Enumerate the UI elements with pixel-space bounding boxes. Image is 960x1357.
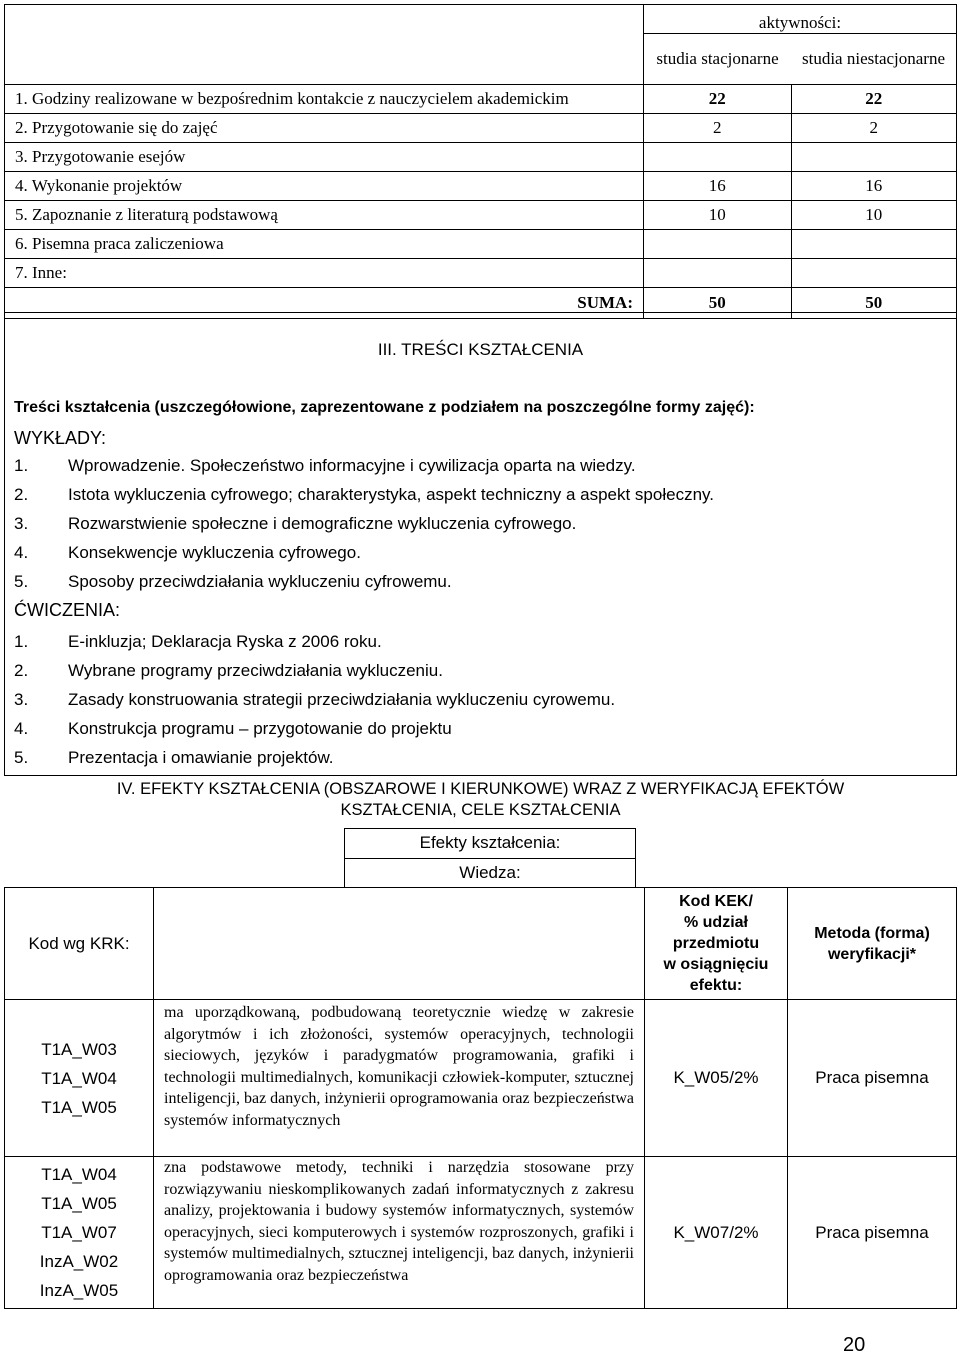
krk-code: T1A_W04	[41, 1165, 117, 1184]
workload-row-v1	[644, 259, 792, 288]
method-value: Praca pisemna	[788, 1000, 957, 1157]
workload-row-v1	[644, 230, 792, 259]
list-item-number: 5.	[14, 572, 29, 591]
krk-code: T1A_W03	[41, 1039, 117, 1059]
krk-code: T1A_W05	[41, 1194, 117, 1213]
workload-row-label: 6. Pisemna praca zaliczeniowa	[5, 230, 644, 259]
workload-row-v2	[791, 230, 957, 259]
workload-row-v1: 2	[644, 114, 792, 143]
table-row	[5, 1000, 957, 1157]
list-item-number: 2.	[14, 485, 29, 504]
list-item-number: 1.	[14, 456, 29, 475]
list-item	[14, 514, 576, 534]
workload-row-label: 1. Godziny realizowane w bezpośrednim kontakcie z nauczycielem akademickim	[5, 85, 644, 114]
list-item-text: Wprowadzenie. Społeczeństwo informacyjne i cywilizacja oparta na wiedzy.	[68, 456, 636, 475]
list-item	[14, 485, 714, 505]
krk-code: T1A_W04	[41, 1068, 117, 1088]
exercises-heading: ĆWICZENIA:	[14, 600, 120, 620]
workload-header-activity: aktywności:	[644, 5, 957, 34]
effects-header-row	[5, 888, 957, 1000]
workload-row	[5, 172, 957, 201]
workload-sum-v1: 50	[644, 288, 792, 319]
list-item	[14, 748, 334, 768]
effect-description: zna podstawowe metody, techniki i narzędzia stosowane przy rozwiązywaniu nieskomplikowanych zadań informatycznych z zakresu analizy, projektowania i budowy systemów informatycznych, systemów operacyjnych, sieci komputerowych i systemów rozproszonych, grafiki i systemów multimedialnych, sztucznej inteligencji, baz danych, inżynierii oprogramowania oraz bezpieczeństwa	[154, 1157, 645, 1309]
workload-row-v1	[644, 143, 792, 172]
list-item	[14, 456, 636, 476]
krk-code: T1A_W07	[41, 1223, 117, 1242]
workload-col-extramural: studia niestacjonarne	[791, 34, 957, 85]
workload-row	[5, 230, 957, 259]
krk-codes	[5, 1157, 154, 1309]
workload-row	[5, 259, 957, 288]
section4-title-line2: KSZTAŁCENIA, CELE KSZTAŁCENIA	[340, 801, 621, 819]
list-item	[14, 690, 615, 710]
col-kek-line: % udział	[683, 914, 748, 931]
list-item-number: 3.	[14, 690, 29, 709]
list-item	[14, 543, 361, 563]
list-item-number: 3.	[14, 514, 29, 533]
list-item-text: Prezentacja i omawianie projektów.	[68, 748, 334, 767]
list-item-number: 5.	[14, 748, 29, 767]
col-kek	[645, 888, 788, 1000]
col-method-line: Metoda (forma)	[814, 924, 930, 942]
section3-intro: Treści kształcenia (uszczegółowione, zaprezentowane z podziałem na poszczególne formy zajęć):	[14, 399, 755, 416]
workload-row-label: 3. Przygotowanie esejów	[5, 143, 644, 172]
workload-table	[4, 4, 957, 319]
workload-sum-label: SUMA:	[5, 288, 644, 319]
method-value: Praca pisemna	[788, 1157, 957, 1309]
effects-table	[4, 887, 957, 1309]
workload-row-v2	[791, 259, 957, 288]
workload-row-v2: 22	[791, 85, 957, 114]
krk-code: InzA_W02	[39, 1252, 119, 1271]
workload-row-v1: 16	[644, 172, 792, 201]
col-kek-line: Kod KEK/	[679, 893, 753, 910]
effects-label: Efekty kształcenia:	[344, 828, 636, 858]
list-item	[14, 661, 443, 681]
krk-code: T1A_W05	[41, 1097, 117, 1117]
workload-row	[5, 201, 957, 230]
workload-sum-v2: 50	[791, 288, 957, 319]
list-item	[14, 632, 382, 652]
col-krk: Kod wg KRK:	[5, 888, 154, 1000]
effect-description: ma uporządkowaną, podbudowaną teoretycznie wiedzę w zakresie algorytmów i ich złożoności, systemów operacyjnych, technologii sieciowych, języków i paradygmatów programowania, grafiki i technologii multimedialnych, komunikacji człowiek-komputer, sztucznej inteligencji, baz danych, inżynierii oprogramowania oraz bezpieczeństwa systemów informatycznych	[154, 1000, 645, 1157]
list-item-text: E-inkluzja; Deklaracja Ryska z 2006 roku.	[68, 632, 382, 651]
list-item-number: 2.	[14, 661, 29, 680]
workload-row-v1: 22	[644, 85, 792, 114]
workload-row	[5, 114, 957, 143]
workload-blank-header	[5, 5, 644, 85]
list-item-text: Konstrukcja programu – przygotowanie do projektu	[68, 719, 452, 738]
page-number: 20	[843, 1334, 866, 1356]
section3-title: III. TREŚCI KSZTAŁCENIA	[377, 340, 584, 359]
workload-row	[5, 143, 957, 172]
list-item	[14, 572, 452, 592]
list-item-number: 4.	[14, 543, 29, 562]
col-kek-line: przedmiotu	[672, 935, 760, 952]
workload-row-v2: 16	[791, 172, 957, 201]
list-item-number: 4.	[14, 719, 29, 738]
workload-row-label: 7. Inne:	[5, 259, 644, 288]
col-method	[788, 888, 957, 1000]
workload-row	[5, 85, 957, 114]
workload-row-v2: 10	[791, 201, 957, 230]
workload-row-v1: 10	[644, 201, 792, 230]
workload-row-v2: 2	[791, 114, 957, 143]
list-item-text: Konsekwencje wykluczenia cyfrowego.	[68, 543, 361, 562]
lectures-heading: WYKŁADY:	[14, 428, 107, 448]
workload-row-label: 2. Przygotowanie się do zajęć	[5, 114, 644, 143]
section4-title-line1: IV. EFEKTY KSZTAŁCENIA (OBSZAROWE I KIERUNKOWE) WRAZ Z WERYFIKACJĄ EFEKTÓW	[116, 780, 845, 798]
list-item-text: Wybrane programy przeciwdziałania wykluczeniu.	[68, 661, 443, 680]
krk-codes	[5, 1000, 154, 1157]
knowledge-label: Wiedza:	[344, 858, 636, 888]
col-kek-line: efektu:	[689, 977, 743, 994]
list-item-text: Sposoby przeciwdziałania wykluczeniu cyfrowemu.	[68, 572, 452, 591]
list-item-text: Zasady konstruowania strategii przeciwdziałania wykluczeniu cyrowemu.	[68, 690, 616, 709]
workload-row-label: 5. Zapoznanie z literaturą podstawową	[5, 201, 644, 230]
kek-value: K_W05/2%	[645, 1000, 788, 1157]
workload-row-v2	[791, 143, 957, 172]
kek-value: K_W07/2%	[645, 1157, 788, 1309]
list-item	[14, 719, 452, 739]
workload-col-stationary: studia stacjonarne	[644, 34, 792, 85]
col-method-line: weryfikacji*	[827, 945, 917, 963]
list-item-text: Rozwarstwienie społeczne i demograficzne wykluczenia cyfrowego.	[68, 514, 577, 533]
table-row	[5, 1157, 957, 1309]
krk-code: InzA_W05	[39, 1281, 119, 1300]
list-item-text: Istota wykluczenia cyfrowego; charakterystyka, aspekt techniczny a aspekt społeczny.	[68, 485, 714, 504]
workload-row-label: 4. Wykonanie projektów	[5, 172, 644, 201]
col-kek-line: w osiągnięciu	[663, 956, 769, 973]
list-item-number: 1.	[14, 632, 29, 651]
col-desc-blank	[154, 888, 645, 1000]
